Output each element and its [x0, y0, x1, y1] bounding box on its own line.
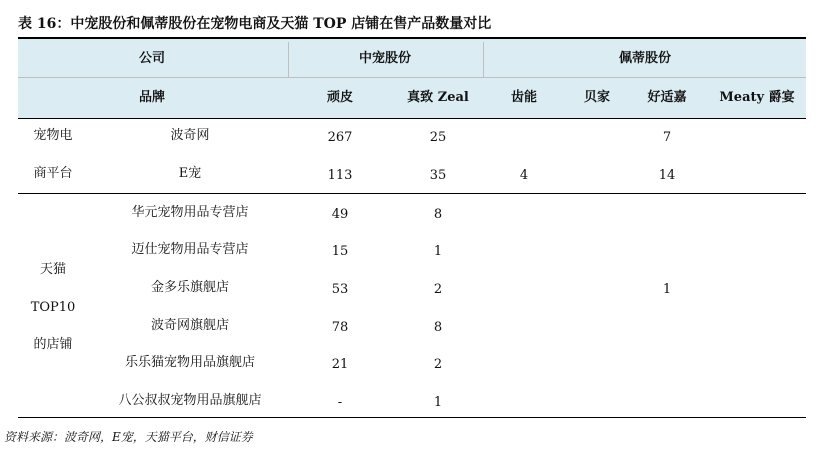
- group-header-peidi: 佩蒂股份: [618, 51, 672, 66]
- header-background: [18, 39, 806, 118]
- table-cell: 15: [331, 244, 349, 259]
- bottom-rule: [18, 417, 806, 418]
- table-cell: 2: [433, 357, 443, 372]
- table-cell: 2: [433, 282, 443, 297]
- table-cell: -: [337, 395, 343, 410]
- group-label: TOP10: [30, 300, 76, 315]
- table-cell: 25: [429, 130, 447, 145]
- header-subrule: [18, 77, 806, 78]
- header-rule: [18, 118, 806, 119]
- table-cell: 53: [331, 282, 349, 297]
- group-label: 商平台: [33, 166, 73, 181]
- group-label: 的店铺: [33, 337, 73, 352]
- store-name: 波奇网: [170, 128, 210, 143]
- table-cell: 1: [433, 244, 443, 259]
- brand-col-header: Meaty 爵宴: [719, 90, 795, 105]
- brand-col-header: 齿能: [510, 90, 538, 105]
- group-label: 天猫: [39, 262, 67, 277]
- header-divider: [483, 42, 484, 77]
- source-note: 资料来源：波奇网，E宠，天猫平台，财信证券: [4, 430, 253, 444]
- header-divider: [288, 42, 289, 77]
- group-label: 宠物电: [33, 128, 73, 143]
- group-header-zhongchong: 中宠股份: [358, 51, 412, 66]
- table-cell: 4: [519, 168, 529, 183]
- brand-col-header: 好适嘉: [647, 90, 687, 105]
- brand-col-header: 顽皮: [326, 90, 354, 105]
- table-cell: 49: [331, 207, 349, 222]
- table-cell: 7: [662, 130, 672, 145]
- section-rule: [18, 193, 806, 194]
- table-cell: 1: [433, 395, 443, 410]
- brand-col-header: 贝家: [583, 90, 611, 105]
- table-cell: 8: [433, 320, 443, 335]
- brand-header: 品牌: [138, 90, 166, 105]
- table-cell: 14: [658, 168, 676, 183]
- table-cell: 113: [327, 168, 353, 183]
- store-name: 八公叔叔宠物用品旗舰店: [118, 393, 262, 408]
- store-name: 华元宠物用品专营店: [131, 205, 249, 220]
- table-cell: 78: [331, 320, 349, 335]
- table-title: 表 16：中宠股份和佩蒂股份在宠物电商及天猫 TOP 店铺在售产品数量对比: [18, 16, 492, 32]
- store-name: E宠: [178, 166, 202, 181]
- table-cell: 21: [331, 357, 349, 372]
- table-cell: 1: [662, 282, 672, 297]
- table-cell: 35: [429, 168, 447, 183]
- store-name: 迈仕宠物用品专营店: [131, 242, 249, 257]
- store-name: 波奇网旗舰店: [150, 318, 230, 333]
- store-name: 金多乐旗舰店: [150, 280, 230, 295]
- company-header: 公司: [138, 51, 166, 66]
- table-cell: 8: [433, 207, 443, 222]
- table-cell: 267: [327, 130, 353, 145]
- store-name: 乐乐猫宠物用品旗舰店: [124, 355, 256, 370]
- brand-col-header: 真致 Zeal: [407, 90, 469, 105]
